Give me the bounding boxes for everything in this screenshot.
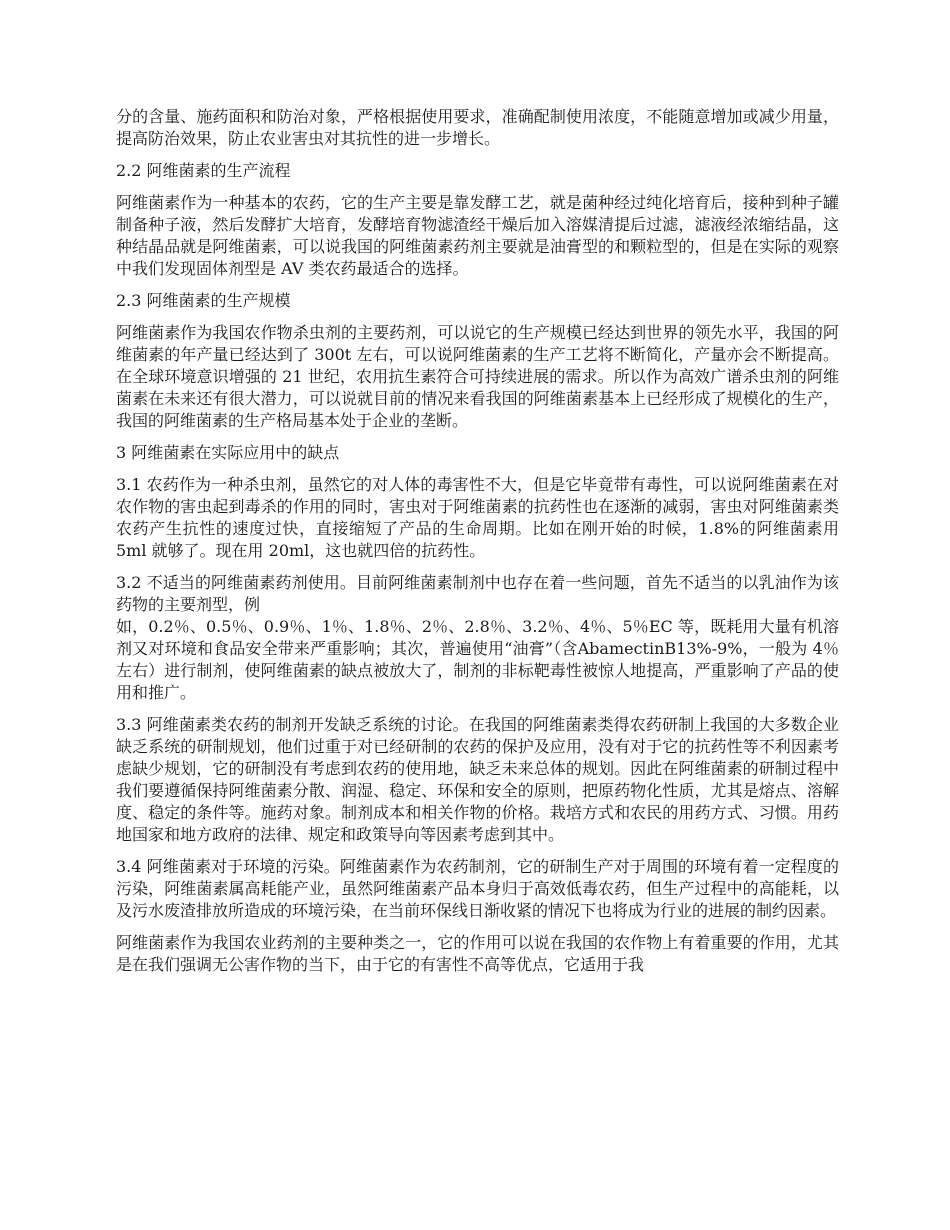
section-heading-2-3: 2.3 阿维菌素的生产规模 [116, 291, 291, 310]
paragraph-dosage-guidance: 分的含量、施药面积和防治对象，严格根据使用要求，准确配制使用浓度，不能随意增加或减少用量，提高防治效果，防止农业害虫对其抗性的进一步增长。 [116, 107, 839, 148]
paragraph-production-process: 阿维菌素作为一种基本的农药，它的生产主要是靠发酵工艺，就是菌种经过纯化培育后，接种到种子罐制备种子液，然后发酵扩大培育，发酵培育物滤渣经干燥后加入溶媒清提后过滤，滤液经浓缩结晶，这种结晶品就是阿维菌素，可以说我国的阿维菌素药剂主要就是油膏型的和颗粒型的，但是在实际的观察中我们发现固体剂型是 AV 类农药最适合的选择。 [116, 193, 839, 278]
paragraph-3-4-pollution: 3.4 阿维菌素对于环境的污染。阿维菌素作为农药制剂，它的研制生产对于周围的环境有着一定程度的污染，阿维菌素属高耗能产业，虽然阿维菌素产品本身归于高效低毒农药，但生产过程中的高能耗，以及污水废渣排放所造成的环境污染，在当前环保线日渐收紧的情况下也将成为行业的进展的制约因素。 [116, 857, 839, 920]
section-heading-2-2: 2.2 阿维菌素的生产流程 [116, 161, 291, 180]
paragraph-3-3-formulation: 3.3 阿维菌素类农药的制剂开发缺乏系统的讨论。在我国的阿维菌素类得农药研制上我国的大多数企业缺乏系统的研制规划，他们过重于对已经研制的农药的保护及应用，没有对于它的抗药性等不利因素考虑缺少规划，它的研制没有考虑到农药的使用地，缺乏未来总体的规划。因此在阿维菌素的研制过程中我们要遵循保持阿维菌素分散、润湿、稳定、环保和安全的原则，把原药物化性质，尤其是熔点、溶解度、稳定的条件等。施药对象。制剂成本和相关作物的价格。栽培方式和农民的用药方式、习惯。用药地国家和地方政府的法律、规定和政策导向等因素考虑到其中。 [116, 715, 839, 844]
paragraph-3-1-resistance: 3.1 农药作为一种杀虫剂，虽然它的对人体的毒害性不大，但是它毕竟带有毒性，可以说阿维菌素在对农作物的害虫起到毒杀的作用的同时，害虫对于阿维菌素的抗药性也在逐渐的减弱，害虫对阿维菌素类农药产生抗性的速度过快，直接缩短了产品的生命周期。比如在刚开始的时候，1.8%的阿维菌素用 5ml 就够了。现在用 20ml，这也就四倍的抗药性。 [116, 475, 839, 560]
section-heading-3: 3 阿维菌素在实际应用中的缺点 [116, 443, 340, 462]
document-page [116, 106, 839, 986]
paragraph-production-scale: 阿维菌素作为我国农作物杀虫剂的主要药剂，可以说它的生产规模已经达到世界的领先水平，我国的阿维菌素的年产量已经达到了 300t 左右，可以说阿维菌素的生产工艺将不断简化，产量亦会不断提高。在全球环境意识增强的 21 世纪，农用抗生素符合可持续进展的需求。所以作为高效广谱杀虫剂的阿维菌素在未来还有很大潜力，可以说就目前的情况来看我国的阿维菌素基本上已经形成了规模化的生产，我国的阿维菌素的生产格局基本处于企业的垄断。 [116, 323, 839, 430]
paragraph-3-2-improper-use: 3.2 不适当的阿维菌素药剂使用。目前阿维菌素制剂中也存在着一些问题，首先不适当的以乳油作为该药物的主要剂型，例 如，0.2％、0.5％、0.9％、1％、1.8％、2％、2.8％、3.2％、4％、5％EC 等，既耗用大量有机溶剂又对环境和食品安全带来严重影响；其次，普遍使用“油膏”（含AbamectinB13%-9%，一般为 4％左右）进行制剂，使阿维菌素的缺点被放大了，制剂的非标靶毒性被惊人地提高，严重影响了产品的使用和推广。 [116, 573, 839, 702]
paragraph-conclusion-start: 阿维菌素作为我国农业药剂的主要种类之一，它的作用可以说在我国的农作物上有着重要的作用，尤其是在我们强调无公害作物的当下，由于它的有害性不高等优点，它适用于我 [116, 933, 839, 974]
